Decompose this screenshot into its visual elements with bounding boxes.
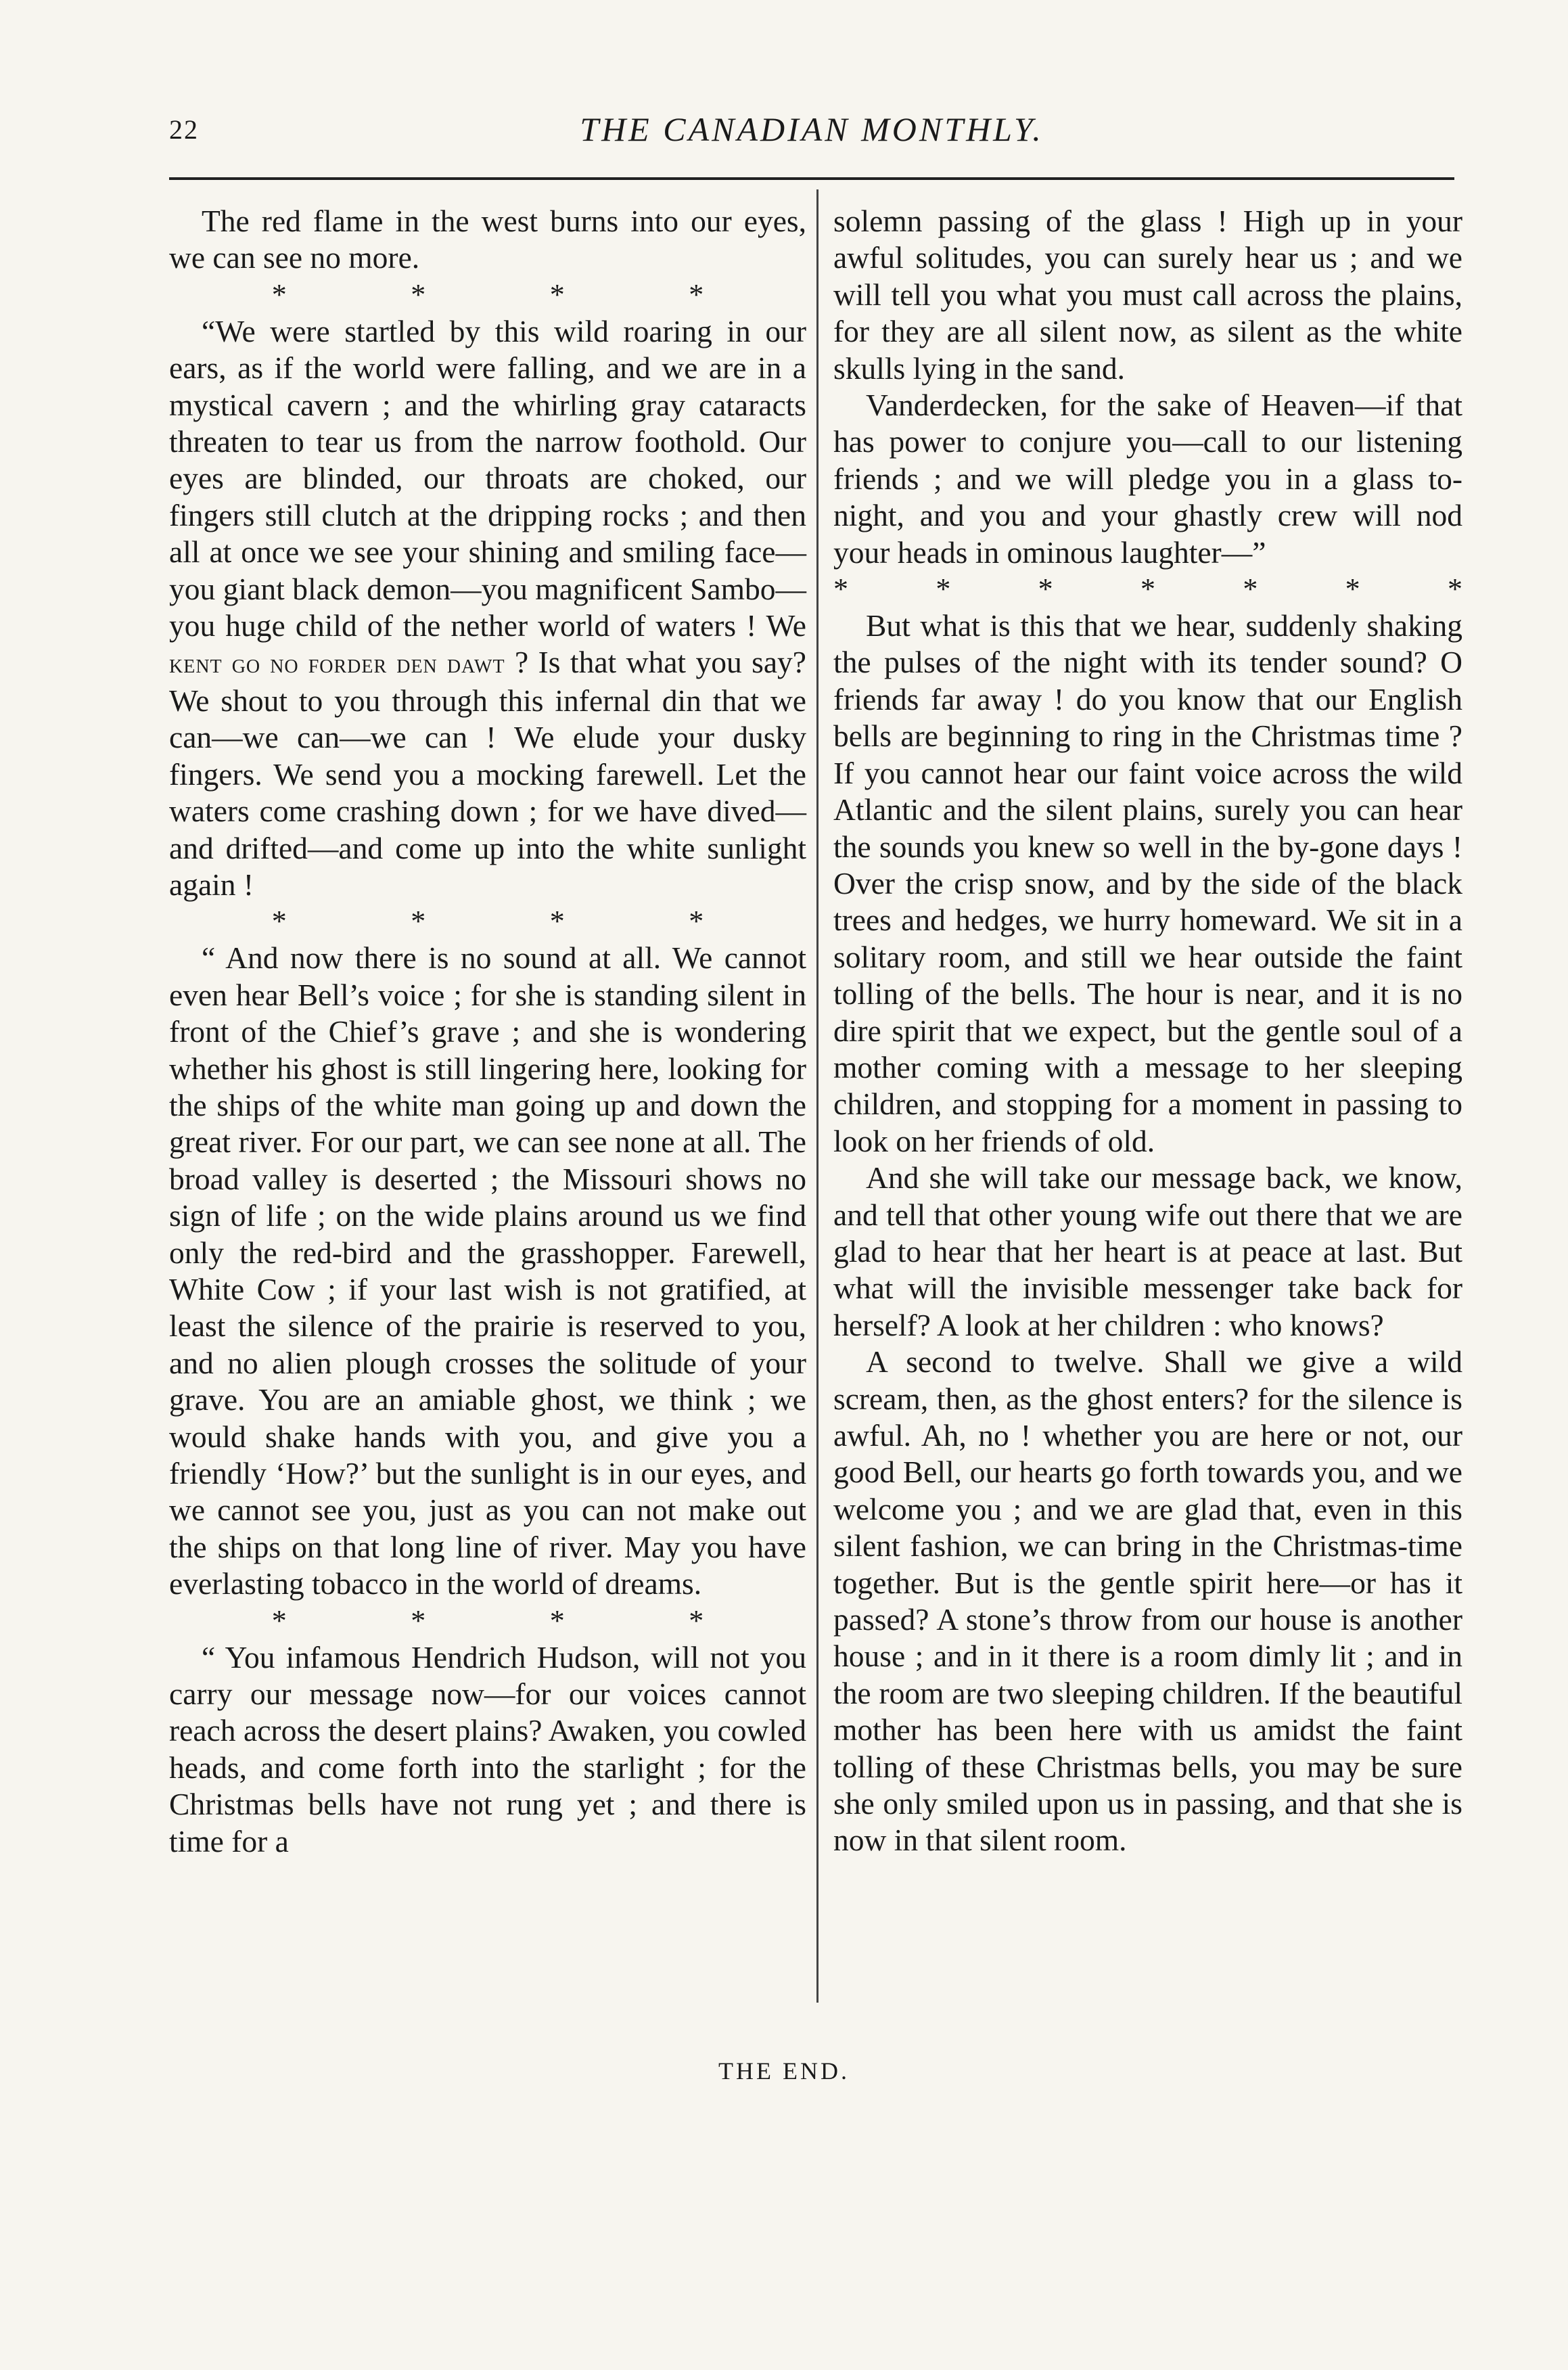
asterisk: * <box>936 572 951 606</box>
asterisk: * <box>689 905 704 938</box>
asterisk: * <box>1038 572 1053 606</box>
asterisk: * <box>271 277 287 311</box>
section-break <box>169 1603 806 1639</box>
paragraph: solemn passing of the glass ! High up in your awful solitudes, you can surely hear us ; and we will tell you what you must call across the plains, for they are all silent now, as silent as the white skulls lying in the sand. <box>833 204 1462 386</box>
column-divider <box>816 189 818 2003</box>
page-header <box>169 110 1454 161</box>
asterisk: * <box>411 1603 426 1637</box>
asterisk: * <box>689 277 704 311</box>
asterisk: * <box>1345 572 1360 606</box>
asterisk: * <box>689 1603 704 1637</box>
header-rule <box>169 177 1454 180</box>
paragraph: But what is this that we hear, suddenly shaking the pulses of the night with its tender sound? O friends far away ! do you know that our English bells are beginning to ring in the Christmas time ? If you cannot hear our faint voice across the wild Atlantic and the silent plains, surely you can hear the sounds you knew so well in the by-gone days ! Over the crisp snow, and by the side of the black trees and hedges, we hurry homeward. We sit in a solitary room, and still we hear outside the faint tolling of the bells. The hour is near, and it is no dire spirit that we expect, but the gentle soul of a mother coming with a message to her sleeping children, and stopping for a moment in passing to look on her friends of old. <box>833 608 1462 1158</box>
asterisk: * <box>1243 572 1258 606</box>
asterisk: * <box>1447 572 1462 606</box>
paragraph <box>169 313 806 904</box>
asterisk: * <box>271 905 287 938</box>
paragraph: And she will take our message back, we know, and tell that other young wife out there that we are glad to hear that her heart is at peace at last. But what will the invisible messenger take back for herself? A look at her children : who knows? <box>833 1160 1462 1342</box>
paragraph-text: “We were startled by this wild roaring in our ears, as if the world were falling, and we are in a mystical cavern ; and the whirling gray cataracts threaten to tear us from the narrow foothold. Our eyes are blinded, our throats are choked, our fingers still clutch at the dripping rocks ; and then all at once we see your shining and smiling face—you giant black demon—you magnificent Sambo—you huge child of the nether world of waters ! We <box>169 313 806 643</box>
section-break <box>169 277 806 313</box>
paragraph: Vanderdecken, for the sake of Heaven—if that has power to conjure you—call to our listening friends ; and we will pledge you in a glass to-night, and you and your ghastly crew will nod your heads in ominous laughter—” <box>833 388 1462 570</box>
asterisk: * <box>271 1603 287 1637</box>
section-break <box>169 903 806 940</box>
asterisk: * <box>549 277 565 311</box>
running-title: THE CANADIAN MONTHLY. <box>580 110 1044 148</box>
left-column <box>169 203 806 1860</box>
right-column <box>833 203 1462 1859</box>
asterisk: * <box>549 905 565 938</box>
paragraph: A second to twelve. Shall we give a wild scream, then, as the ghost enters? for the silence is awful. Ah, no ! whether you are here or not, our good Bell, our hearts go forth towards you, and we welcome you ; and we are glad that, even in this silent fashion, we can bring in the Christmas-time together. But is the gentle spirit here—or has it passed? A stone’s throw from our house is another house ; and in it there is a room dimly lit ; and in the room are two sleeping children. If the beautiful mother has been here with us amidst the faint tolling of these Christmas bells, you may be sure she only smiled upon us in passing, and that she is now in that silent room. <box>833 1344 1462 1858</box>
end-mark: THE END. <box>718 2057 850 2084</box>
asterisk: * <box>549 1603 565 1637</box>
paragraph: “ You infamous Hendrich Hudson, will not you carry our message now—for our voices cannot reach across the desert plains? Awaken, you cowled heads, and come forth into the starlight ; for the Christmas bells have not rung yet ; and there is time for a <box>169 1639 806 1859</box>
small-caps-phrase: kent go no forder den dawt <box>169 648 505 679</box>
page-number: 22 <box>169 114 199 145</box>
asterisk: * <box>411 905 426 938</box>
paragraph: “ And now there is no sound at all. We cannot even hear Bell’s voice ; for she is standing silent in front of the Chief’s grave ; and she is wondering whether his ghost is still lingering here, looking for the ships of the white man going up and down the great river. For our part, we can see none at all. The broad valley is deserted ; the Missouri shows no sign of life ; on the wide plains around us we find only the red-bird and the grasshopper. Farewell, White Cow ; if your last wish is not gratified, at least the silence of the prairie is reserved to you, and no alien plough crosses the solitude of your grave. You are an amiable ghost, we think ; we would shake hands with you, and give you a friendly ‘How?’ but the sunlight is in our eyes, and we cannot see you, just as you can not make out the ships on that long line of river. May you have everlasting tobacco in the world of dreams. <box>169 940 806 1601</box>
paragraph-text: ? Is that what you say? We shout to you through this infernal din that we can—we can—we can ! We elude your dusky fingers. We send you a mocking farewell. Let the waters come crashing down ; for we have dived—and drifted—and come up into the white sunlight again ! <box>169 645 807 902</box>
paragraph: The red flame in the west burns into our eyes, we can see no more. <box>169 204 806 275</box>
asterisk: * <box>411 277 426 311</box>
asterisk: * <box>1140 572 1155 606</box>
section-break <box>833 571 1462 608</box>
asterisk: * <box>833 572 848 606</box>
